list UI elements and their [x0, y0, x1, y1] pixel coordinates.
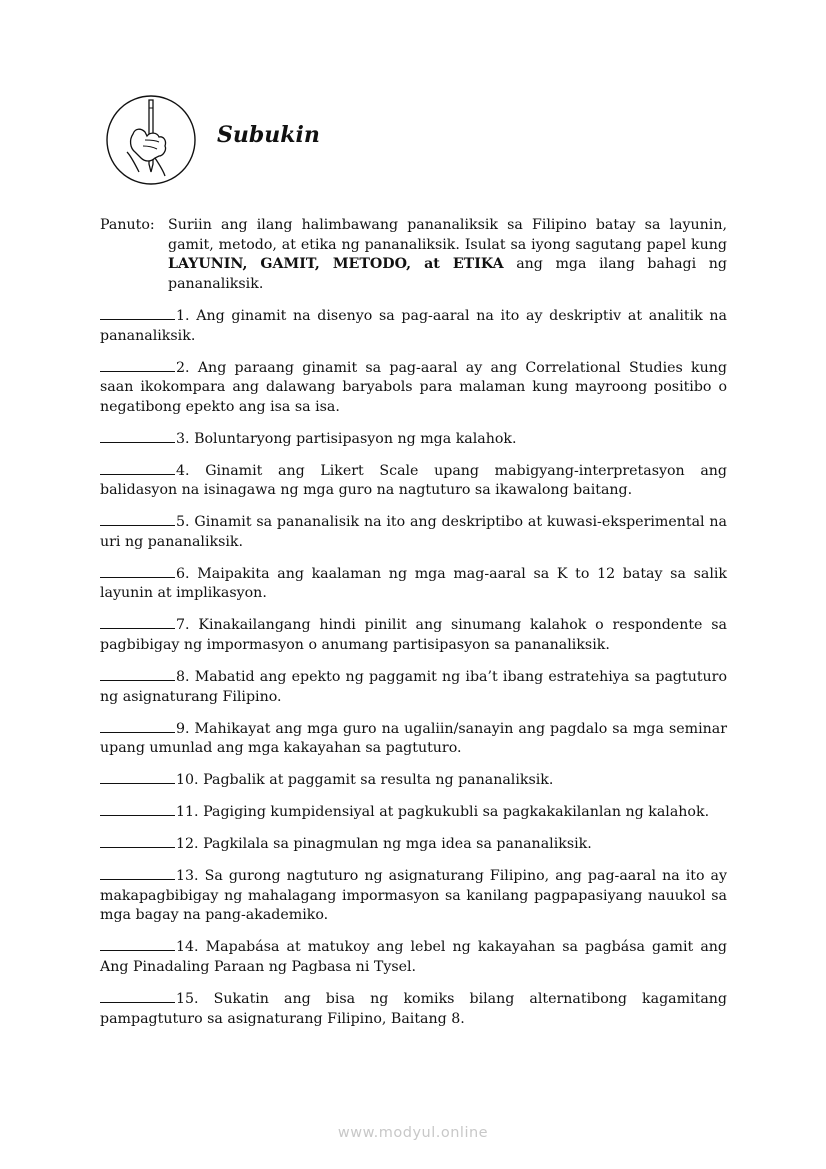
question-item: [100, 666, 727, 707]
question-number: 8.: [176, 669, 190, 686]
answer-blank[interactable]: [100, 511, 175, 526]
question-number: 15.: [176, 990, 199, 1007]
question-text: Kinakailangang hindi pinilit ang sinumang kalahok o respondente sa pagbibigay ng impormasyon o anumang partisipasyon sa pananaliksik.: [100, 617, 727, 654]
question-item: [100, 357, 727, 418]
hand-holding-pencil-icon: [105, 94, 197, 186]
question-text: Ang paraang ginamit sa pag-aaral ay ang Correlational Studies kung saan ikokompara ang dalawang baryabols para malaman kung mayroong positibo o negatibong epekto ang isa sa isa.: [100, 359, 728, 415]
answer-blank[interactable]: [100, 357, 175, 372]
question-number: 5.: [176, 514, 190, 531]
question-text: Mapabása at matukoy ang lebel ng kakayahan sa pagbása gamit ang Ang Pinadaling Paraan ng Pagbasa ni Tysel.: [100, 939, 727, 975]
question-item: [100, 614, 727, 655]
answer-blank[interactable]: [100, 769, 175, 784]
question-number: 11.: [176, 804, 199, 821]
question-number: 4.: [176, 462, 190, 479]
question-item: [100, 769, 727, 791]
instructions: [100, 216, 727, 294]
question-text: Ginamit sa pananalisik na ito ang deskriptibo at kuwasi-eksperimental na uri ng pananaliksik.: [100, 514, 728, 550]
question-text: Pagbalik at paggamit sa resulta ng pananaliksik.: [203, 772, 554, 789]
question-item: [100, 718, 727, 759]
answer-blank[interactable]: [100, 865, 175, 880]
question-number: 1.: [176, 308, 190, 324]
question-text: Ginamit ang Likert Scale upang mabigyang-interpretasyon ang balidasyon na isinagawa ng mga guro na nagtuturo sa ikawalong baitang.: [100, 462, 728, 499]
question-item: [100, 988, 727, 1029]
question-number: 12.: [176, 836, 199, 853]
question-number: 6.: [176, 565, 190, 582]
question-text: Sa gurong nagtuturo ng asignaturang Filipino, ang pag-aaral na ito ay makapagbibigay ng mahalagang impormasyon sa kanilang pagpapasiyang nauukol sa mga bagay na pang-akademiko.: [100, 868, 728, 924]
watermark: www.modyul.online: [337, 1125, 489, 1141]
answer-blank[interactable]: [100, 988, 175, 1003]
answer-blank[interactable]: [100, 718, 175, 733]
answer-blank[interactable]: [100, 666, 175, 681]
answer-blank[interactable]: [100, 936, 175, 951]
question-text: Mabatid ang epekto ng paggamit ng iba’t ibang estratehiya sa pagtuturo ng asignaturang Filipino.: [100, 669, 727, 705]
question-item: [100, 428, 727, 450]
instructions-label: Panuto:: [100, 217, 155, 233]
question-item: [100, 833, 727, 855]
question-text: Ang ginamit na disenyo sa pag-aaral na ito ay deskriptiv at analitik na pananaliksik.: [100, 308, 727, 344]
answer-blank[interactable]: [100, 305, 175, 320]
question-item: [100, 563, 727, 604]
section-title: Subukin: [217, 122, 320, 148]
question-text: Boluntaryong partisipasyon ng mga kalahok.: [194, 430, 517, 447]
question-text: Mahikayat ang mga guro na ugaliin/sanayin ang pagdalo sa mga seminar upang umunlad ang mga kakayahan sa pagtuturo.: [100, 720, 727, 757]
question-number: 7.: [176, 617, 190, 634]
question-number: 2.: [176, 359, 190, 376]
question-number: 9.: [176, 720, 190, 737]
question-number: 13.: [176, 868, 199, 885]
answer-blank[interactable]: [100, 428, 175, 443]
question-item: [100, 511, 727, 552]
answer-blank[interactable]: [100, 833, 175, 848]
question-item: [100, 865, 727, 926]
instructions-keywords: LAYUNIN, GAMIT, METODO, at ETIKA: [168, 256, 504, 273]
answer-blank[interactable]: [100, 614, 175, 629]
question-text: Pagkilala sa pinagmulan ng mga idea sa pananaliksik.: [203, 836, 592, 853]
question-item: [100, 936, 727, 977]
question-number: 3.: [176, 430, 190, 447]
question-item: [100, 801, 727, 823]
question-number: 14.: [176, 939, 199, 956]
question-text: Maipakita ang kaalaman ng mga mag-aaral sa K to 12 batay sa salik layunin at implikasyon.: [100, 565, 727, 602]
question-item: [100, 460, 727, 501]
instructions-text: Suriin ang ilang halimbawang pananaliksik sa Filipino batay sa layunin, gamit, metodo, at etika ng pananaliksik. Isulat sa iyong sagutang papel kung LAYUNIN, GAMIT, METODO, at ETIKA ang mga ilang bahagi ng pananaliksik.: [168, 217, 727, 292]
question-item: [100, 305, 727, 346]
question-list: [100, 305, 727, 1039]
question-number: 10.: [176, 772, 199, 789]
question-text: Pagiging kumpidensiyal at pagkukubli sa pagkakakilanlan ng kalahok.: [203, 804, 710, 821]
answer-blank[interactable]: [100, 460, 175, 475]
answer-blank[interactable]: [100, 801, 175, 816]
answer-blank[interactable]: [100, 563, 175, 578]
question-text: Sukatin ang bisa ng komiks bilang alternatibong kagamitang pampagtuturo sa asignaturang Filipino, Baitang 8.: [100, 990, 727, 1027]
